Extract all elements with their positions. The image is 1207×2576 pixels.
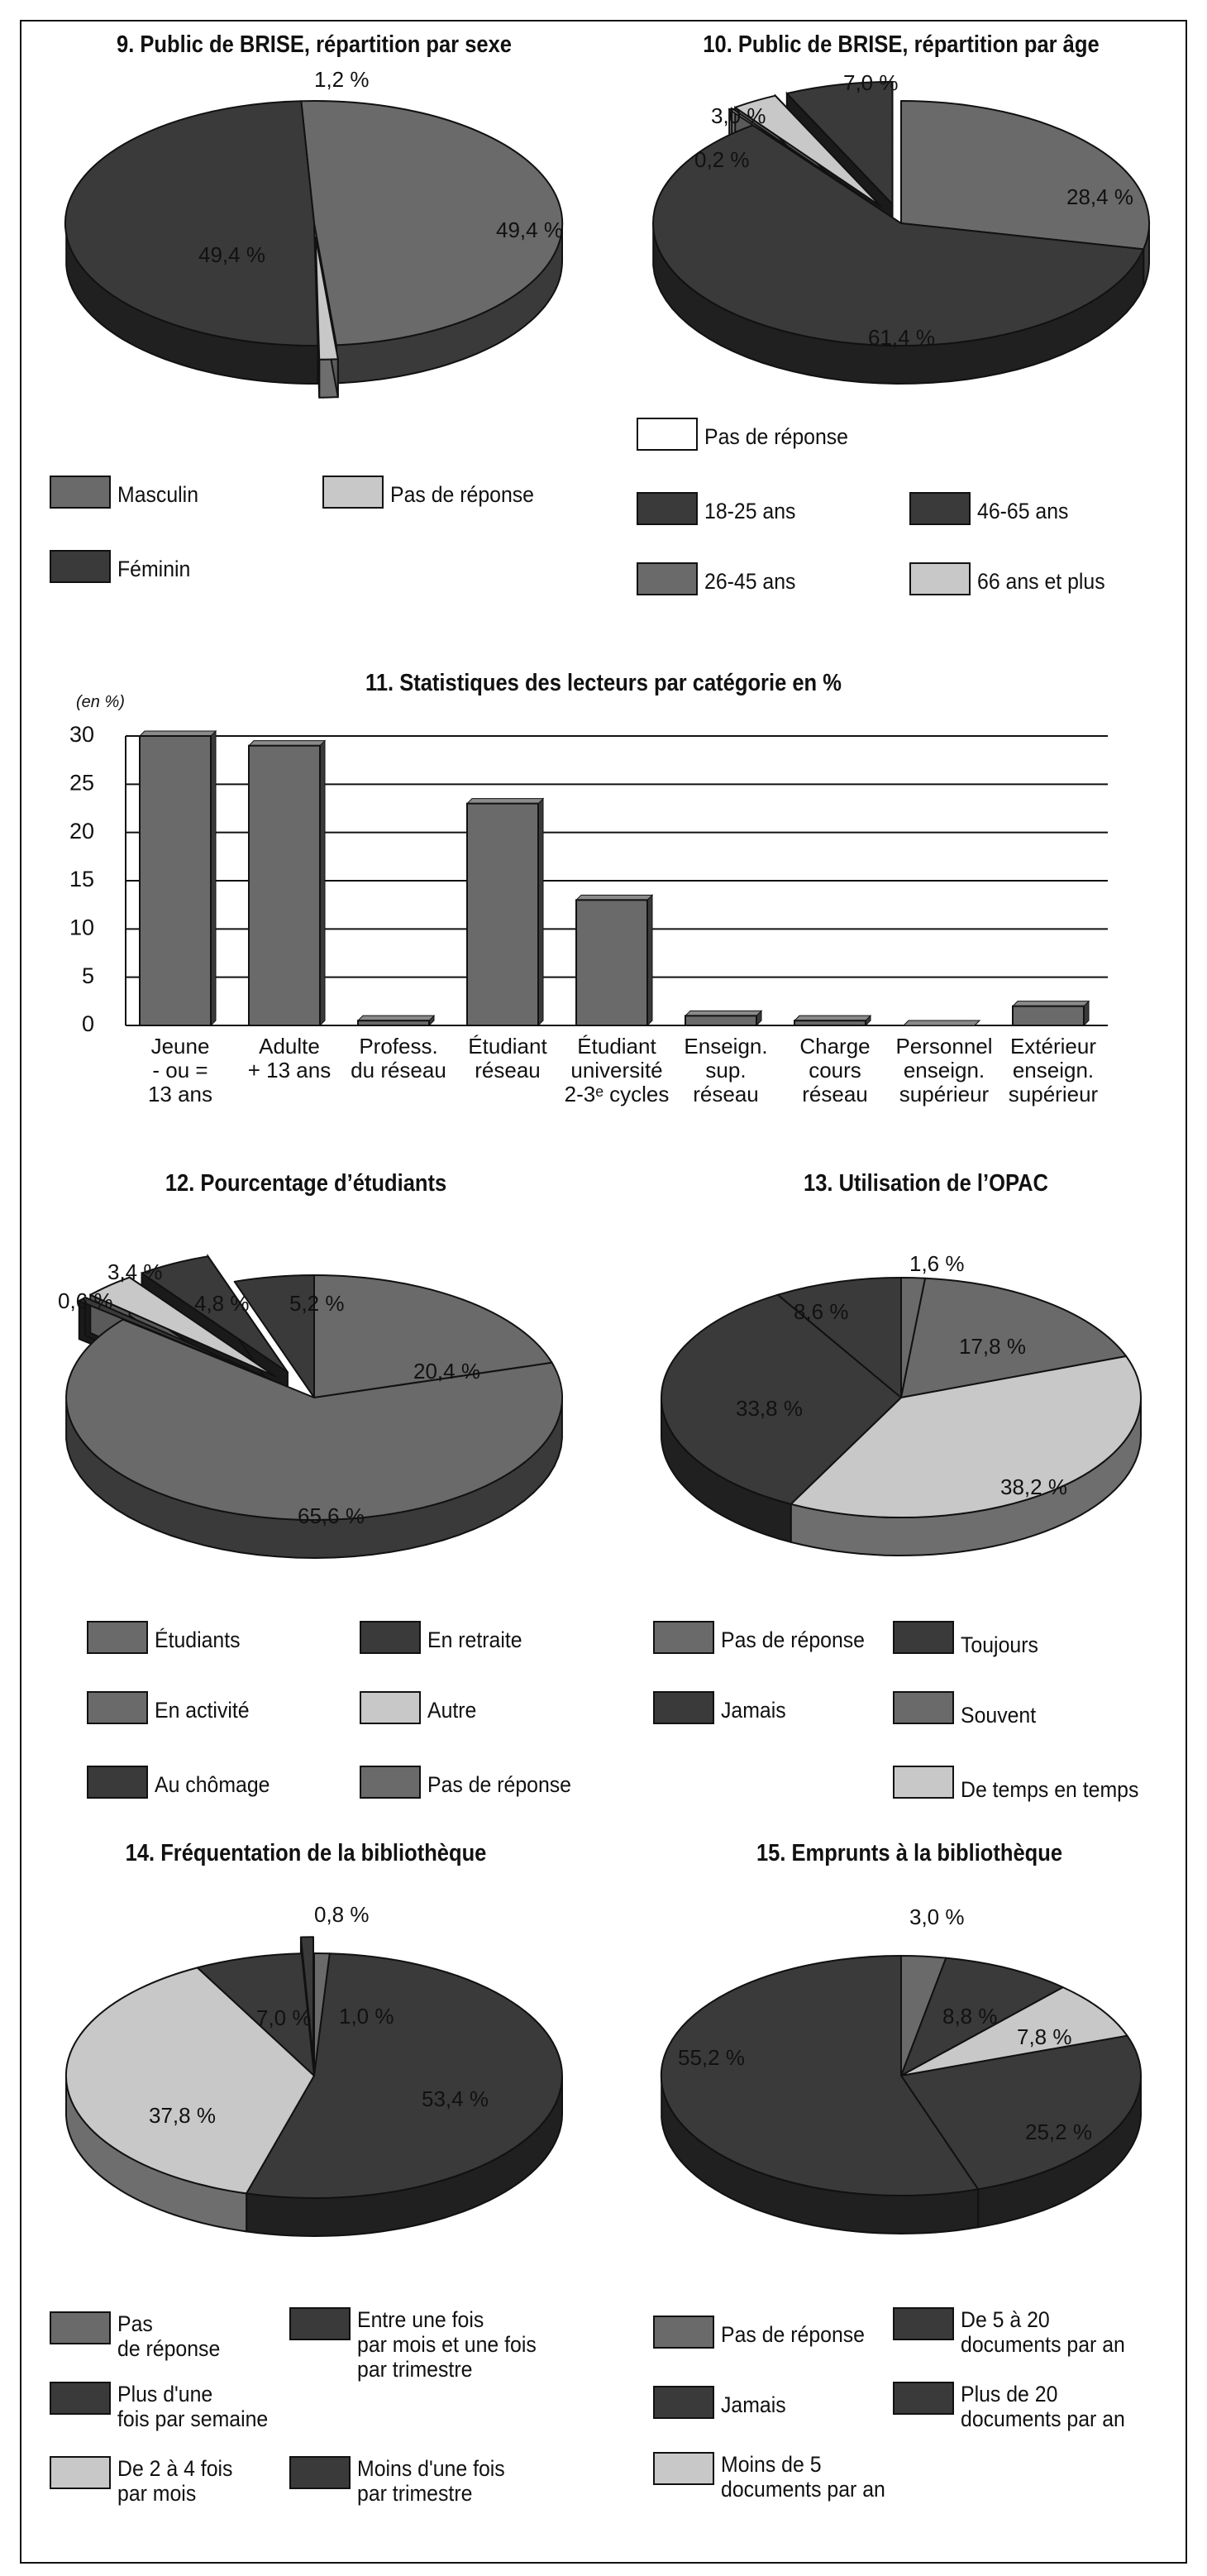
legend-swatch bbox=[360, 1766, 421, 1799]
x-tick-label-8: Extérieur enseign. supérieur bbox=[1008, 1034, 1099, 1106]
legend-label: Masculin bbox=[117, 482, 199, 507]
x-tick-label-1: Adulte + 13 ans bbox=[247, 1034, 332, 1082]
legend-item-souvent bbox=[893, 1691, 1042, 1728]
legend-swatch bbox=[653, 2452, 714, 2485]
legend-swatch bbox=[637, 492, 698, 525]
pie-label-1: 17,8 % bbox=[959, 1333, 1026, 1359]
legend-label: Souvent bbox=[961, 1703, 1037, 1728]
x-tick-label-2: Profess. du réseau bbox=[351, 1034, 446, 1082]
legend-item-pas-de-reponse bbox=[637, 418, 861, 451]
legend-item-pas-de-reponse bbox=[653, 1621, 877, 1654]
legend-label: Pas de réponse bbox=[427, 1772, 572, 1797]
legend-label: Au chômage bbox=[155, 1772, 270, 1797]
legend-swatch bbox=[653, 2386, 714, 2419]
legend-label: Pas de réponse bbox=[721, 1627, 866, 1652]
legend-item-de-temps-en-temps bbox=[893, 1766, 1154, 1802]
pie-label-0: 1,0 % bbox=[339, 2003, 394, 2029]
legend-label: De 5 à 20 documents par an bbox=[961, 2307, 1125, 2357]
chart-title-13: 13. Utilisation de l’OPAC bbox=[804, 1170, 1048, 1197]
legend-swatch bbox=[653, 1691, 714, 1724]
legend-swatch bbox=[909, 492, 971, 525]
legend-label: Pas de réponse bbox=[721, 2322, 866, 2347]
pie-label-3: 25,2 % bbox=[1025, 2119, 1092, 2144]
legend-item-au-chomage bbox=[87, 1766, 280, 1799]
pie-label-2: 49,4 % bbox=[198, 241, 265, 267]
bar-chart-11 bbox=[33, 686, 1174, 1149]
legend-swatch bbox=[893, 1691, 954, 1724]
x-tick-label-4: Étudiant université 2-3ᵉ cycles bbox=[564, 1034, 670, 1106]
y-tick-label-1: 5 bbox=[81, 963, 94, 988]
legend-label: Étudiants bbox=[155, 1627, 241, 1652]
legend-item-pas-de-reponse bbox=[653, 2316, 877, 2349]
pie-label-4: 0,8 % bbox=[314, 1901, 370, 1927]
legend-label: Toujours bbox=[961, 1632, 1038, 1657]
bar-0 bbox=[140, 736, 211, 1025]
pie-chart-12 bbox=[33, 1224, 595, 1588]
legend-swatch bbox=[289, 2456, 351, 2489]
legend-label: Plus d'une fois par semaine bbox=[117, 2382, 269, 2431]
legend-swatch bbox=[50, 2382, 111, 2415]
legend-item-moins-une-fois-trimestre bbox=[289, 2456, 518, 2506]
legend-swatch bbox=[653, 2316, 714, 2349]
legend-label: Féminin bbox=[117, 557, 191, 581]
pie-label-4: 7,0 % bbox=[843, 69, 899, 95]
legend-label: De 2 à 4 fois par mois bbox=[117, 2456, 233, 2506]
legend-swatch bbox=[87, 1691, 148, 1724]
legend-label: 18-25 ans bbox=[704, 499, 796, 523]
legend-swatch bbox=[653, 1621, 714, 1654]
pie-label-1: 53,4 % bbox=[422, 2086, 489, 2111]
chart-title-10: 10. Public de BRISE, répartition par âge bbox=[703, 31, 1100, 58]
legend-label: Pas de réponse bbox=[704, 424, 849, 449]
legend-item-jamais bbox=[653, 1691, 792, 1724]
pie-label-4: 4,8 % bbox=[194, 1290, 250, 1316]
chart-title-9: 9. Public de BRISE, répartition par sexe bbox=[117, 31, 512, 58]
pie-chart-14 bbox=[33, 1894, 595, 2258]
pie-label-2: 37,8 % bbox=[149, 2102, 216, 2128]
pie-label-3: 3,4 % bbox=[107, 1259, 163, 1284]
legend-label: Pas de réponse bbox=[390, 482, 535, 507]
chart-title-11: 11. Statistiques des lecteurs par catégorie en % bbox=[365, 670, 842, 696]
chart-title-12: 12. Pourcentage d’étudiants bbox=[165, 1170, 447, 1197]
legend-item-pas-de-reponse bbox=[322, 476, 546, 509]
pie-label-2: 0,6 % bbox=[58, 1288, 113, 1313]
pie-label-0: 3,0 % bbox=[909, 1904, 965, 1929]
legend-item-masculin bbox=[50, 476, 206, 509]
legend-item-26-45 bbox=[637, 562, 804, 595]
pie-label-0: 28,4 % bbox=[1066, 184, 1133, 209]
legend-label: 66 ans et plus bbox=[977, 569, 1105, 594]
chart-title-14: 14. Fréquentation de la bibliothèque bbox=[125, 1840, 487, 1866]
pie-chart-10 bbox=[620, 66, 1182, 413]
pie-label-1: 65,6 % bbox=[298, 1503, 365, 1528]
legend-swatch bbox=[893, 1766, 954, 1799]
bar-4 bbox=[576, 900, 647, 1025]
legend-swatch bbox=[893, 2382, 954, 2415]
bar-unit-label: (en %) bbox=[76, 693, 125, 711]
bar-1 bbox=[249, 746, 320, 1025]
pie-chart-15 bbox=[620, 1894, 1182, 2258]
legend-swatch bbox=[50, 2456, 111, 2489]
bar-5 bbox=[685, 1016, 756, 1025]
legend-label: 26-45 ans bbox=[704, 569, 796, 594]
pie-label-0: 49,4 % bbox=[496, 217, 563, 242]
x-tick-label-7: Personnel enseign. supérieur bbox=[895, 1034, 993, 1106]
legend-swatch bbox=[87, 1621, 148, 1654]
x-tick-label-0: Jeune - ou = 13 ans bbox=[147, 1034, 213, 1106]
legend-swatch bbox=[893, 1621, 954, 1654]
legend-label: Pas de réponse bbox=[117, 2311, 221, 2361]
legend-label: Jamais bbox=[721, 1698, 786, 1723]
pie-label-3: 33,8 % bbox=[736, 1395, 803, 1421]
y-tick-label-3: 15 bbox=[69, 867, 94, 892]
legend-swatch bbox=[289, 2307, 351, 2340]
bar-8 bbox=[1013, 1006, 1084, 1025]
legend-item-plus-20-documents bbox=[893, 2382, 1139, 2431]
legend-swatch bbox=[360, 1621, 421, 1654]
bar-6 bbox=[794, 1020, 866, 1025]
legend-item-entre-mois-trimestre bbox=[289, 2307, 552, 2382]
legend-item-jamais bbox=[653, 2386, 792, 2419]
legend-item-5-20-documents bbox=[893, 2307, 1139, 2357]
y-tick-label-5: 25 bbox=[69, 770, 94, 796]
legend-item-pas-de-reponse bbox=[360, 1766, 584, 1799]
legend-swatch bbox=[50, 2311, 111, 2344]
legend-label: Moins de 5 documents par an bbox=[721, 2452, 885, 2502]
legend-label: De temps en temps bbox=[961, 1777, 1139, 1802]
pie-label-2: 7,8 % bbox=[1017, 2024, 1072, 2049]
legend-item-66-plus bbox=[909, 562, 1116, 595]
pie-label-2: 38,2 % bbox=[1000, 1474, 1067, 1499]
bar-top-7 bbox=[904, 1020, 980, 1025]
legend-item-plus-une-fois-semaine bbox=[50, 2382, 281, 2431]
y-tick-label-4: 20 bbox=[69, 818, 94, 844]
pie-chart-13 bbox=[620, 1224, 1182, 1588]
pie-label-4: 55,2 % bbox=[678, 2044, 745, 2070]
x-tick-label-3: Étudiant réseau bbox=[468, 1034, 547, 1082]
legend-swatch bbox=[87, 1766, 148, 1799]
legend-swatch bbox=[637, 418, 698, 451]
legend-item-18-25 bbox=[637, 492, 804, 525]
pie-label-0: 1,6 % bbox=[909, 1250, 965, 1276]
legend-swatch bbox=[909, 562, 971, 595]
legend-item-autre bbox=[360, 1691, 481, 1724]
legend-label: Plus de 20 documents par an bbox=[961, 2382, 1125, 2431]
legend-swatch bbox=[50, 476, 111, 509]
legend-swatch bbox=[50, 550, 111, 583]
legend-item-en-activite bbox=[87, 1691, 258, 1724]
pie-label-1: 61,4 % bbox=[868, 324, 935, 350]
legend-item-moins-5-documents bbox=[653, 2452, 899, 2502]
legend-swatch bbox=[893, 2307, 954, 2340]
legend-label: 46-65 ans bbox=[977, 499, 1069, 523]
legend-swatch bbox=[360, 1691, 421, 1724]
legend-label: Moins d'une fois par trimestre bbox=[357, 2456, 505, 2506]
pie-label-0: 20,4 % bbox=[413, 1358, 480, 1384]
legend-swatch bbox=[322, 476, 384, 509]
legend-item-en-retraite bbox=[360, 1621, 531, 1654]
legend-swatch bbox=[637, 562, 698, 595]
legend-item-toujours bbox=[893, 1621, 1045, 1657]
pie-label-3: 7,0 % bbox=[256, 2005, 312, 2030]
pie-label-2: 0,2 % bbox=[694, 146, 750, 172]
pie-label-5: 5,2 % bbox=[289, 1290, 345, 1316]
pie-chart-9 bbox=[33, 66, 595, 413]
pie-label-4: 8,6 % bbox=[794, 1298, 849, 1324]
legend-label: En activité bbox=[155, 1698, 250, 1723]
legend-label: Jamais bbox=[721, 2392, 786, 2417]
y-tick-label-6: 30 bbox=[69, 722, 94, 748]
legend-item-46-65 bbox=[909, 492, 1076, 525]
pie-label-1: 1,2 % bbox=[314, 66, 370, 92]
legend-label: Entre une fois par mois et une fois par trimestre bbox=[357, 2307, 537, 2382]
legend-item-2-4-fois-mois bbox=[50, 2456, 243, 2506]
bar-3 bbox=[467, 804, 538, 1025]
pie-label-1: 8,8 % bbox=[942, 2003, 998, 2029]
legend-item-feminin bbox=[50, 550, 197, 583]
chart-title-15: 15. Emprunts à la bibliothèque bbox=[756, 1840, 1063, 1866]
y-tick-label-0: 0 bbox=[81, 1011, 94, 1037]
pie-label-3: 3,0 % bbox=[711, 103, 766, 128]
legend-item-etudiants bbox=[87, 1621, 248, 1654]
bar-2 bbox=[358, 1020, 429, 1025]
x-tick-label-5: Enseign. sup. réseau bbox=[684, 1034, 768, 1106]
y-tick-label-2: 10 bbox=[69, 915, 94, 940]
legend-label: Autre bbox=[427, 1698, 477, 1723]
x-tick-label-6: Charge cours réseau bbox=[799, 1034, 871, 1106]
legend-item-pas-de-reponse bbox=[50, 2311, 229, 2361]
legend-label: En retraite bbox=[427, 1627, 522, 1652]
